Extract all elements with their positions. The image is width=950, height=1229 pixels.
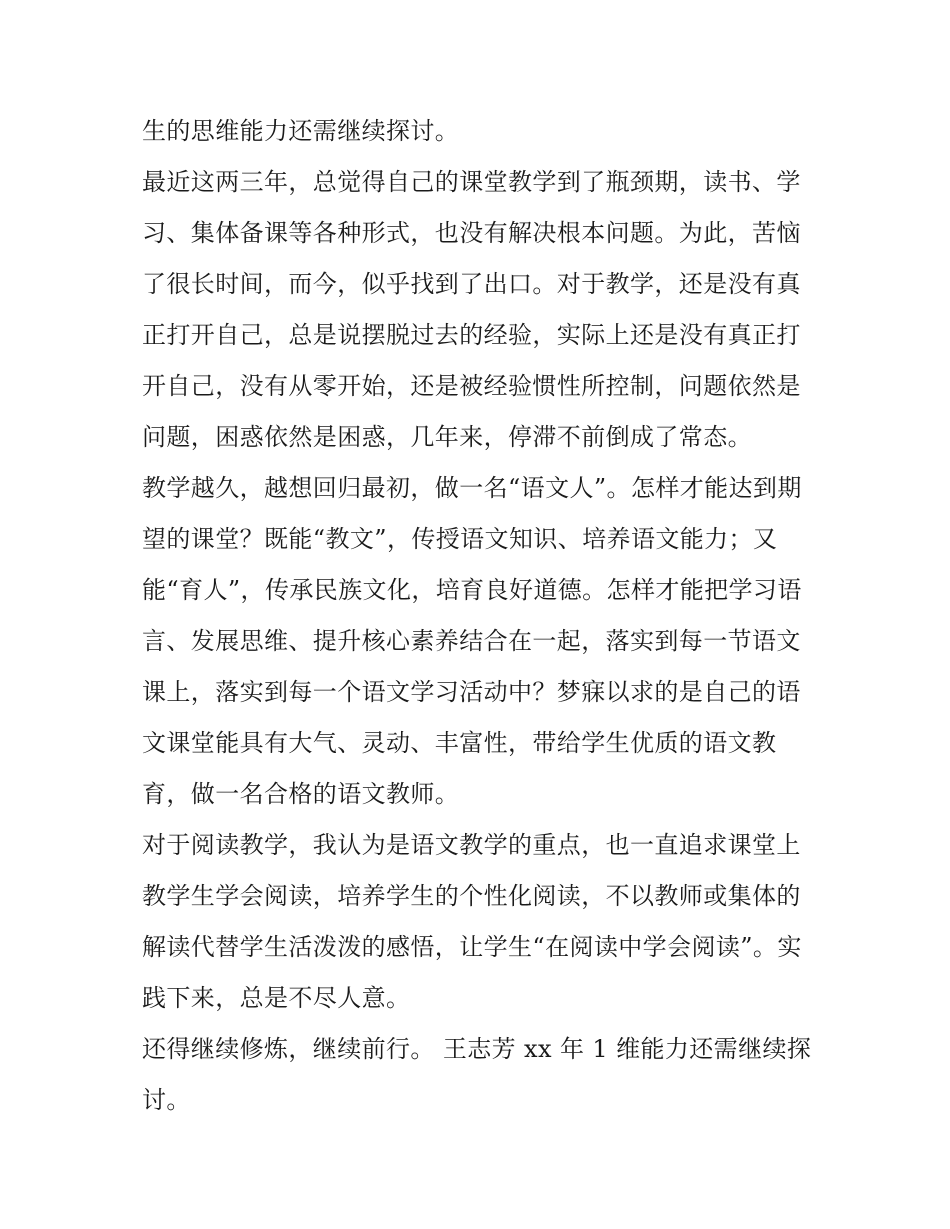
text-line: 育，做一名合格的语文教师。 (142, 780, 460, 808)
text-line: 正打开自己，总是说摆脱过去的经验，实际上还是没有真正打 (142, 321, 801, 349)
text-line: 教学越久，越想回归最初，做一名“语文人”。怎样才能达到期 (142, 474, 802, 502)
paragraph-2 (142, 157, 814, 463)
text-line: 望的课堂？既能“教文”，传授语文知识、培养语文能力；又 (142, 525, 778, 553)
text-line: 还得继续修炼，继续前行。 王志芳 xx 年 1 维能力还需继续探 (142, 1035, 812, 1063)
document-body (142, 106, 814, 1126)
text-line: 言、发展思维、提升核心素养结合在一起，落实到每一节语文 (142, 627, 801, 655)
paragraph-3 (142, 463, 814, 820)
paragraph-1 (142, 106, 814, 157)
text-line: 践下来，总是不尽人意。 (142, 984, 411, 1012)
text-line: 文课堂能具有大气、灵动、丰富性，带给学生优质的语文教 (142, 729, 777, 757)
text-line: 了很长时间，而今，似乎找到了出口。对于教学，还是没有真 (142, 270, 801, 298)
paragraph-4 (142, 820, 814, 1024)
text-line: 教学生学会阅读，培养学生的个性化阅读，不以教师或集体的 (142, 882, 801, 910)
text-line: 讨。 (142, 1086, 191, 1114)
paragraph-5 (142, 1024, 814, 1126)
text-line: 习、集体备课等各种形式，也没有解决根本问题。为此，苦恼 (142, 219, 801, 247)
text-line: 对于阅读教学，我认为是语文教学的重点，也一直追求课堂上 (142, 831, 801, 859)
text-line: 最近这两三年，总觉得自己的课堂教学到了瓶颈期，读书、学 (142, 168, 801, 196)
text-line: 问题，困惑依然是困惑，几年来，停滞不前倒成了常态。 (142, 423, 752, 451)
text-line: 能“育人”，传承民族文化，培育良好道德。怎样才能把学习语 (142, 576, 802, 604)
text-line: 开自己，没有从零开始，还是被经验惯性所控制，问题依然是 (142, 372, 801, 400)
text-line: 解读代替学生活泼泼的感悟，让学生“在阅读中学会阅读”。实 (142, 933, 802, 961)
text-line: 课上，落实到每一个语文学习活动中？梦寐以求的是自己的语 (142, 678, 801, 706)
text-line: 生的思维能力还需继续探讨。 (142, 117, 460, 145)
